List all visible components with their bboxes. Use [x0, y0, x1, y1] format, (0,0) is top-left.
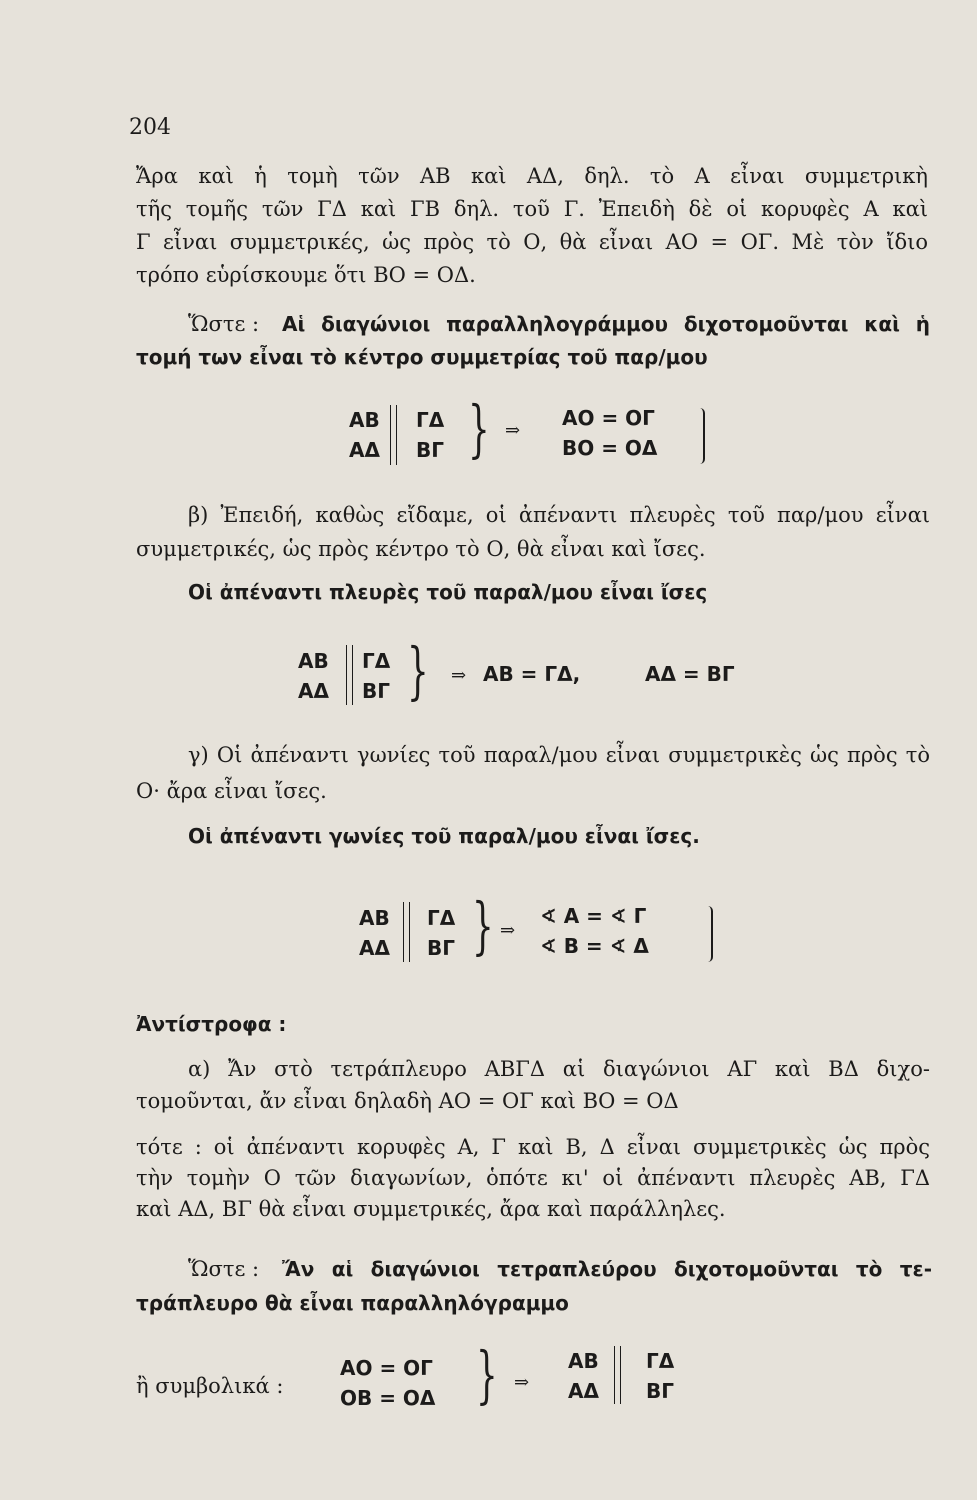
beta-line-1: β) Ἐπειδή, καθὼς εἴδαμε, οἱ ἀπέναντι πλευρὲς τοῦ παρ/μου εἶναι	[188, 503, 930, 527]
f1-right-top: ΑΟ = ΟΓ	[562, 406, 655, 430]
f3-parallel-bar	[403, 902, 404, 962]
f2-result-1: ΑΒ = ΓΔ,	[483, 662, 581, 686]
f4-right-top-a: ΑΒ	[568, 1349, 599, 1373]
f2-bot-b: ΒΓ	[362, 679, 390, 703]
intro-line-3: Γ εἶναι συμμετρικές, ὡς πρὸς τὸ Ο, θὰ εἶναι ΑΟ = ΟΓ. Μὲ τὸν ἴδιο	[136, 230, 928, 254]
f2-bot-a: ΑΔ	[298, 679, 329, 703]
f3-top-b: ΓΔ	[427, 906, 456, 930]
f4-brace: }	[476, 1338, 498, 1411]
conclusion2: Οἱ ἀπέναντι πλευρὲς τοῦ παραλ/μου εἶναι ἴσες	[188, 580, 708, 604]
f2-parallel-bar	[346, 645, 347, 705]
gamma-line-2: Ο· ἄρα εἶναι ἴσες.	[136, 779, 327, 803]
f4-label: ἢ συμβολικά :	[136, 1374, 284, 1398]
f1-right-bot: ΒΟ = ΟΔ	[562, 436, 658, 460]
f4-left-bot: ΟΒ = ΟΔ	[340, 1386, 436, 1410]
f2-result-2: ΑΔ = ΒΓ	[645, 662, 735, 686]
alpha-line-1: α) Ἄν στὸ τετράπλευρο ΑΒΓΔ αἱ διαγώνιοι ΑΓ καὶ ΒΔ διχο-	[188, 1057, 930, 1081]
conclusion4-line-2: τράπλευρο θὰ εἶναι παραλληλόγραμμο	[136, 1291, 569, 1315]
f1-left-bot-a: ΑΔ	[349, 438, 380, 462]
f3-arrow: ⇒	[500, 920, 516, 941]
f1-left-top-b: ΓΔ	[416, 408, 445, 432]
tote-line-2: τὴν τομὴν Ο τῶν διαγωνίων, ὁπότε κι' οἱ ἀπέναντι πλευρὲς ΑΒ, ΓΔ	[136, 1166, 930, 1190]
f2-parallel-bar	[352, 645, 353, 705]
f1-left-bot-b: ΒΓ	[416, 438, 444, 462]
f3-bot-a: ΑΔ	[359, 936, 390, 960]
f3-parallel-bar	[409, 902, 410, 962]
f4-left-top: ΑΟ = ΟΓ	[340, 1356, 433, 1380]
f4-right-top-b: ΓΔ	[646, 1349, 675, 1373]
f4-arrow: ⇒	[514, 1372, 530, 1393]
f4-right-bot-a: ΑΔ	[568, 1379, 599, 1403]
f4-parallel-bar	[614, 1346, 615, 1404]
f1-parallel-bar	[396, 405, 397, 465]
intro-line-1: Ἄρα καὶ ἡ τομὴ τῶν ΑΒ καὶ ΑΔ, δηλ. τὸ Α εἶναι συμμετρικὴ	[136, 164, 928, 188]
f1-brace: }	[468, 392, 490, 465]
conclusion4-prefix: Ὥστε :	[188, 1257, 260, 1281]
f1-left-top-a: ΑΒ	[349, 408, 380, 432]
conclusion4-line-1: Ἄν αἱ διαγώνιοι τετραπλεύρου διχοτομοῦνται τὸ τε-	[282, 1257, 932, 1281]
f4-parallel-bar	[620, 1346, 621, 1404]
page-number: 204	[129, 115, 171, 140]
intro-line-2: τῆς τομῆς τῶν ΓΔ καὶ ΓΒ δηλ. τοῦ Γ. Ἐπειδὴ δὲ οἱ κορυφὲς Α καὶ	[136, 197, 928, 221]
f1-arrow: ⇒	[505, 420, 521, 441]
f3-brace: }	[472, 889, 494, 962]
f1-right-brace	[700, 408, 705, 464]
f2-top-b: ΓΔ	[362, 649, 391, 673]
beta-line-2: συμμετρικές, ὡς πρὸς κέντρο τὸ Ο, θὰ εἶναι καὶ ἴσες.	[136, 537, 706, 561]
f3-top-a: ΑΒ	[359, 906, 390, 930]
tote-line-3: καὶ ΑΔ, ΒΓ θὰ εἶναι συμμετρικές, ἄρα καὶ παράλληλες.	[136, 1197, 726, 1221]
f1-parallel-bar	[390, 405, 391, 465]
f3-right-brace	[708, 906, 713, 962]
gamma-line-1: γ) Οἱ ἀπέναντι γωνίες τοῦ παραλ/μου εἶναι συμμετρικὲς ὡς πρὸς τὸ	[188, 743, 930, 767]
f2-arrow: ⇒	[451, 665, 467, 686]
intro-line-4: τρόπο εὑρίσκουμε ὅτι ΒΟ = ΟΔ.	[136, 263, 476, 287]
alpha-line-2: τομοῦνται, ἄν εἶναι δηλαδὴ ΑΟ = ΟΓ καὶ ΒΟ = ΟΔ	[136, 1089, 679, 1113]
f2-brace: }	[407, 634, 429, 707]
conclusion1-prefix: Ὥστε :	[188, 312, 260, 336]
conclusion3: Οἱ ἀπέναντι γωνίες τοῦ παραλ/μου εἶναι ἴσες.	[188, 824, 700, 848]
f2-top-a: ΑΒ	[298, 649, 329, 673]
f3-bot-b: ΒΓ	[427, 936, 455, 960]
f4-right-bot-b: ΒΓ	[646, 1379, 674, 1403]
f3-right-top: ∢ Α = ∢ Γ	[540, 904, 647, 928]
tote-line-1: τότε : οἱ ἀπέναντι κορυφὲς Α, Γ καὶ Β, Δ εἶναι συμμετρικὲς ὡς πρὸς	[136, 1135, 930, 1159]
conclusion1-line-2: τομή των εἶναι τὸ κέντρο συμμετρίας τοῦ παρ/μου	[136, 345, 708, 369]
f3-right-bot: ∢ Β = ∢ Δ	[540, 934, 649, 958]
conclusion1-line-1: Αἱ διαγώνιοι παραλληλογράμμου διχοτομοῦνται καὶ ἡ	[282, 312, 930, 336]
converse-heading: Ἀντίστροφα :	[136, 1012, 287, 1036]
